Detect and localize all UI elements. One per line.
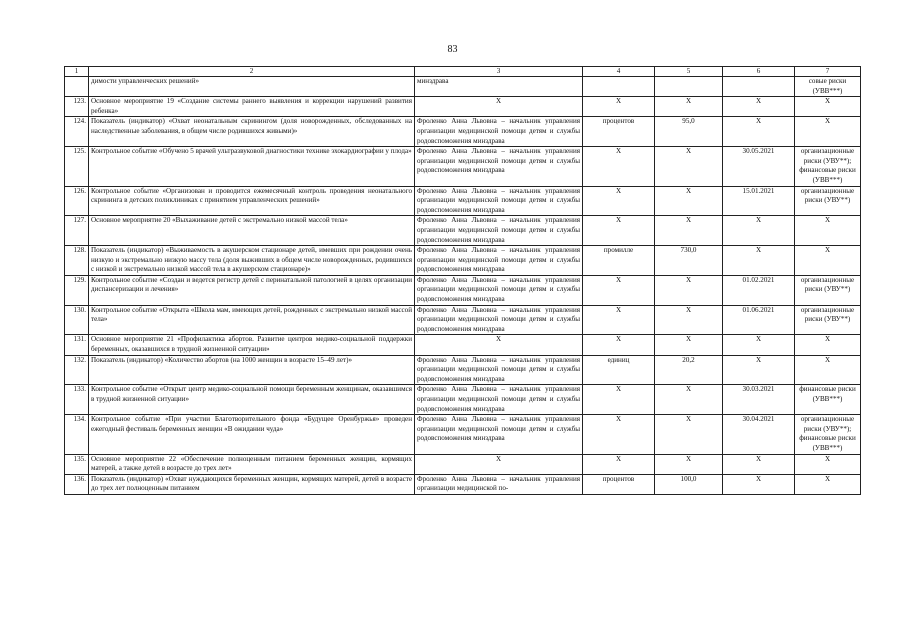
table-body — [65, 77, 861, 495]
row-name: Основное мероприятие 21 «Профилактика абортов. Развитие центров медико-социальной поддержки беременных, оказавшихся в трудной жизненной ситуации» — [89, 335, 415, 355]
row-number: 123. — [65, 97, 89, 117]
row-responsible: X — [415, 97, 583, 117]
row-risk: организационные риски (УВУ**); финансовые риски (УВВ***) — [795, 415, 861, 454]
table-row — [65, 216, 861, 246]
row-date: X — [723, 355, 795, 385]
row-number: 132. — [65, 355, 89, 385]
row-risk: X — [795, 335, 861, 355]
row-name: Контрольное событие «Создан и ведется регистр детей с перинатальной патологией в целях организации диспансеризации и лечения» — [89, 275, 415, 305]
table-row — [65, 355, 861, 385]
row-value: X — [655, 275, 723, 305]
row-date: X — [723, 97, 795, 117]
row-name: Показатель (индикатор) «Охват нуждающихся беременных женщин, кормящих матерей, детей в возрасте до трех лет полноценным питанием — [89, 474, 415, 494]
row-value — [655, 77, 723, 97]
row-date: 01.06.2021 — [723, 305, 795, 335]
row-unit: единиц — [583, 355, 655, 385]
row-number: 135. — [65, 454, 89, 474]
row-responsible: Фроленко Анна Львовна – начальник управления организации медицинской по- — [415, 474, 583, 494]
column-header: 1 — [65, 67, 89, 77]
row-responsible: Фроленко Анна Львовна – начальник управления организации медицинской помощи детям и службы родовспоможения минздрава — [415, 415, 583, 454]
table-row — [65, 97, 861, 117]
row-number: 133. — [65, 385, 89, 415]
row-value: 95,0 — [655, 117, 723, 147]
row-number: 124. — [65, 117, 89, 147]
row-name: Показатель (индикатор) «Выживаемость в акушерском стационаре детей, имевших при рождении очень низкую и экстремально низкую массу тела (доля выживших в общем числе новорожденных, родившихся с низкой и экстремально низкой массой тела в акушерском стационаре)» — [89, 246, 415, 276]
row-number: 134. — [65, 415, 89, 454]
row-unit: X — [583, 216, 655, 246]
row-value: 20,2 — [655, 355, 723, 385]
row-name: димости управленческих решений» — [89, 77, 415, 97]
row-number: 136. — [65, 474, 89, 494]
table-row — [65, 454, 861, 474]
row-unit: промилле — [583, 246, 655, 276]
row-date: 30.04.2021 — [723, 415, 795, 454]
row-unit: X — [583, 147, 655, 186]
row-risk: X — [795, 454, 861, 474]
row-responsible: Фроленко Анна Львовна – начальник управления организации медицинской помощи детям и службы родовспоможения минздрава — [415, 355, 583, 385]
row-risk: X — [795, 117, 861, 147]
row-name: Контрольное событие «Обучено 5 врачей ультразвуковой диагностики технике эхокардиографии у плода» — [89, 147, 415, 186]
row-risk: финансовые риски (УВВ***) — [795, 385, 861, 415]
row-risk: X — [795, 216, 861, 246]
row-unit: X — [583, 97, 655, 117]
row-unit: X — [583, 275, 655, 305]
header-row — [65, 67, 861, 77]
row-value: X — [655, 415, 723, 454]
row-unit: процентов — [583, 474, 655, 494]
row-name: Основное мероприятие 19 «Создание системы раннего выявления и коррекции нарушений развития ребенка» — [89, 97, 415, 117]
row-name: Контрольное событие «Открыта «Школа мам, имеющих детей, рожденных с экстремально низкой массой тела» — [89, 305, 415, 335]
measures-table — [64, 66, 861, 495]
table-row — [65, 246, 861, 276]
row-number: 131. — [65, 335, 89, 355]
row-responsible: X — [415, 454, 583, 474]
row-value: X — [655, 335, 723, 355]
row-date: X — [723, 216, 795, 246]
page-number: 83 — [447, 44, 458, 55]
row-name: Показатель (индикатор) «Охват неонатальным скринингом (доля новорожденных, обследованных на наследственные заболевания, в общем числе родившихся живыми)» — [89, 117, 415, 147]
row-risk: X — [795, 474, 861, 494]
row-number: 127. — [65, 216, 89, 246]
row-value: X — [655, 305, 723, 335]
row-value: 100,0 — [655, 474, 723, 494]
row-name: Контрольное событие «При участии Благотворительного фонда «Будущее Оренбуржья» проведен ежегодный фестиваль беременных женщин «В ожидании чуда» — [89, 415, 415, 454]
table-row — [65, 117, 861, 147]
column-header: 7 — [795, 67, 861, 77]
column-header: 4 — [583, 67, 655, 77]
row-responsible: Фроленко Анна Львовна – начальник управления организации медицинской помощи детям и службы родовспоможения минздрава — [415, 186, 583, 216]
row-number: 125. — [65, 147, 89, 186]
row-unit: X — [583, 186, 655, 216]
row-name: Контрольное событие «Открыт центр медико-социальной помощи беременным женщинам, оказавшимся в трудной жизненной ситуации» — [89, 385, 415, 415]
column-header: 5 — [655, 67, 723, 77]
row-value: 730,0 — [655, 246, 723, 276]
row-name: Основное мероприятие 20 «Выхаживание детей с экстремально низкой массой тела» — [89, 216, 415, 246]
table-row — [65, 335, 861, 355]
table-row — [65, 415, 861, 454]
row-unit: X — [583, 335, 655, 355]
row-responsible: Фроленко Анна Львовна – начальник управления организации медицинской помощи детям и службы родовспоможения минздрава — [415, 246, 583, 276]
table-row — [65, 77, 861, 97]
row-risk: X — [795, 355, 861, 385]
table-row — [65, 305, 861, 335]
row-name: Контрольное событие «Организован и проводится ежемесячный контроль проведения неонатального скрининга в детских поликлиниках с принятием управленческих решений» — [89, 186, 415, 216]
row-responsible: минздрава — [415, 77, 583, 97]
row-date: X — [723, 117, 795, 147]
row-number: 126. — [65, 186, 89, 216]
row-value: X — [655, 454, 723, 474]
row-value: X — [655, 186, 723, 216]
row-risk: организационные риски (УВУ**) — [795, 305, 861, 335]
row-risk: организационные риски (УВУ**) — [795, 275, 861, 305]
row-name: Основное мероприятие 22 «Обеспечение полноценным питанием беременных женщин, кормящих матерей, а также детей в возрасте до трех лет» — [89, 454, 415, 474]
row-risk: совые риски (УВВ***) — [795, 77, 861, 97]
row-responsible: Фроленко Анна Львовна – начальник управления организации медицинской помощи детям и службы родовспоможения минздрава — [415, 147, 583, 186]
row-unit: X — [583, 305, 655, 335]
row-unit: процентов — [583, 117, 655, 147]
row-risk: X — [795, 246, 861, 276]
row-risk: организационные риски (УВУ**) — [795, 186, 861, 216]
row-date: X — [723, 474, 795, 494]
table-row — [65, 186, 861, 216]
row-responsible: Фроленко Анна Львовна – начальник управления организации медицинской помощи детям и службы родовспоможения минздрава — [415, 117, 583, 147]
table-row — [65, 147, 861, 186]
row-value: X — [655, 216, 723, 246]
row-name: Показатель (индикатор) «Количество абортов (на 1000 женщин в возрасте 15–49 лет)» — [89, 355, 415, 385]
row-responsible: Фроленко Анна Львовна – начальник управления организации медицинской помощи детям и службы родовспоможения минздрава — [415, 216, 583, 246]
column-header: 6 — [723, 67, 795, 77]
row-date: X — [723, 335, 795, 355]
row-number: 128. — [65, 246, 89, 276]
table-row — [65, 385, 861, 415]
row-responsible: Фроленко Анна Львовна – начальник управления организации медицинской помощи детям и службы родовспоможения минздрава — [415, 305, 583, 335]
row-unit: X — [583, 454, 655, 474]
row-date: 01.02.2021 — [723, 275, 795, 305]
row-value: X — [655, 97, 723, 117]
column-header: 3 — [415, 67, 583, 77]
row-risk: организационные риски (УВУ**); финансовые риски (УВВ***) — [795, 147, 861, 186]
row-value: X — [655, 385, 723, 415]
table-row — [65, 474, 861, 494]
row-date: X — [723, 246, 795, 276]
row-unit: X — [583, 415, 655, 454]
row-risk: X — [795, 97, 861, 117]
row-date — [723, 77, 795, 97]
row-date: 15.01.2021 — [723, 186, 795, 216]
row-number — [65, 77, 89, 97]
row-responsible: Фроленко Анна Львовна – начальник управления организации медицинской помощи детям и службы родовспоможения минздрава — [415, 275, 583, 305]
row-responsible: Фроленко Анна Львовна – начальник управления организации медицинской помощи детям и службы родовспоможения минздрава — [415, 385, 583, 415]
row-date: 30.03.2021 — [723, 385, 795, 415]
row-unit: X — [583, 385, 655, 415]
row-value: X — [655, 147, 723, 186]
row-date: 30.05.2021 — [723, 147, 795, 186]
row-number: 130. — [65, 305, 89, 335]
column-header: 2 — [89, 67, 415, 77]
table-row — [65, 275, 861, 305]
row-responsible: X — [415, 335, 583, 355]
row-number: 129. — [65, 275, 89, 305]
row-unit — [583, 77, 655, 97]
row-date: X — [723, 454, 795, 474]
